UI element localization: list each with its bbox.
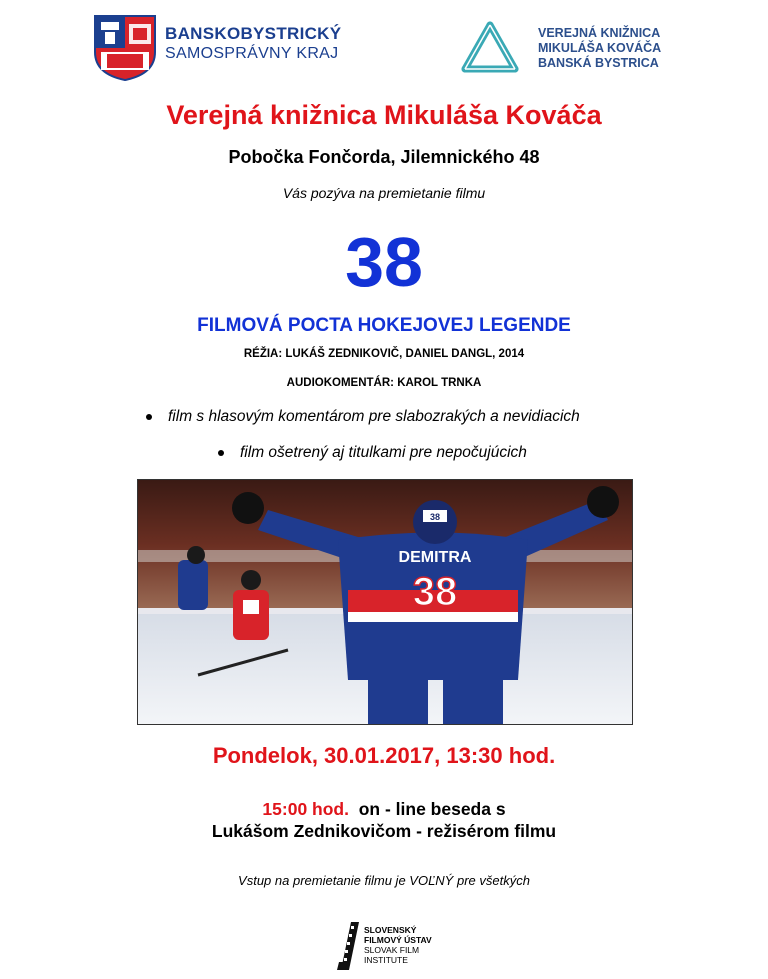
bullet-item: [218, 444, 527, 462]
talk-line-1: [0, 799, 768, 820]
sfu-line-4: INSTITUTE: [364, 955, 408, 965]
library-line-2: MIKULÁŠA KOVÁČA: [538, 41, 662, 55]
region-line-1: BANSKOBYSTRICKÝ: [165, 24, 342, 43]
jersey-name: DEMITRA: [398, 549, 472, 566]
region-name: [165, 24, 341, 64]
coat-of-arms-icon: [93, 14, 157, 82]
talk-text: on - line beseda s: [358, 799, 506, 819]
hockey-photo: [137, 479, 633, 725]
region-line-2: SAMOSPRÁVNY KRAJ: [165, 45, 339, 62]
helmet-number: 38: [429, 512, 441, 522]
sfu-line-2: FILMOVÝ ÚSTAV: [364, 935, 432, 945]
bullet-dot-icon: [146, 414, 152, 420]
entry-note: Vstup na premietanie filmu je VOĽNÝ pre všetkých: [238, 873, 530, 888]
talk-time: 15:00 hod.: [262, 799, 349, 819]
page-title: Verejná knižnica Mikuláša Kováča: [166, 100, 602, 130]
film-strip-icon: [337, 922, 361, 970]
library-line-3: BANSKÁ BYSTRICA: [538, 56, 659, 70]
film-subtitle: FILMOVÁ POCTA HOKEJOVEJ LEGENDE: [197, 315, 571, 336]
bullet-dot-icon: [218, 450, 224, 456]
bullet-item: [146, 408, 580, 426]
invitation-text: Vás pozýva na premietanie filmu: [282, 185, 486, 201]
library-name: [538, 26, 661, 71]
screening-date: Pondelok, 30.01.2017, 13:30 hod.: [212, 743, 556, 768]
jersey-number: 38: [412, 570, 458, 614]
audio-commentary-credit: AUDIOKOMENTÁR: KAROL TRNKA: [286, 377, 482, 389]
talk-line-2: Lukášom Zednikovičom - režisérom filmu: [211, 821, 557, 841]
director-credit: RÉŽIA: LUKÁŠ ZEDNIKOVIČ, DANIEL DANGL, 2014: [243, 348, 525, 360]
branch-address: Pobočka Fončorda, Jilemnického 48: [228, 147, 540, 167]
library-line-1: VEREJNÁ KNIŽNICA: [538, 26, 661, 40]
sfu-name: [364, 925, 432, 965]
film-title-number: 38: [345, 223, 423, 301]
bullet-text: film s hlasovým komentárom pre slabozrakých a nevidiacich: [168, 408, 580, 425]
sfu-line-1: SLOVENSKÝ: [364, 925, 417, 935]
hockey-scene-image: [138, 480, 632, 724]
sfu-line-3: SLOVAK FILM: [364, 945, 420, 955]
library-logo-icon: [457, 19, 523, 79]
bullet-text: film ošetrený aj titulkami pre nepočujúcich: [240, 444, 527, 461]
